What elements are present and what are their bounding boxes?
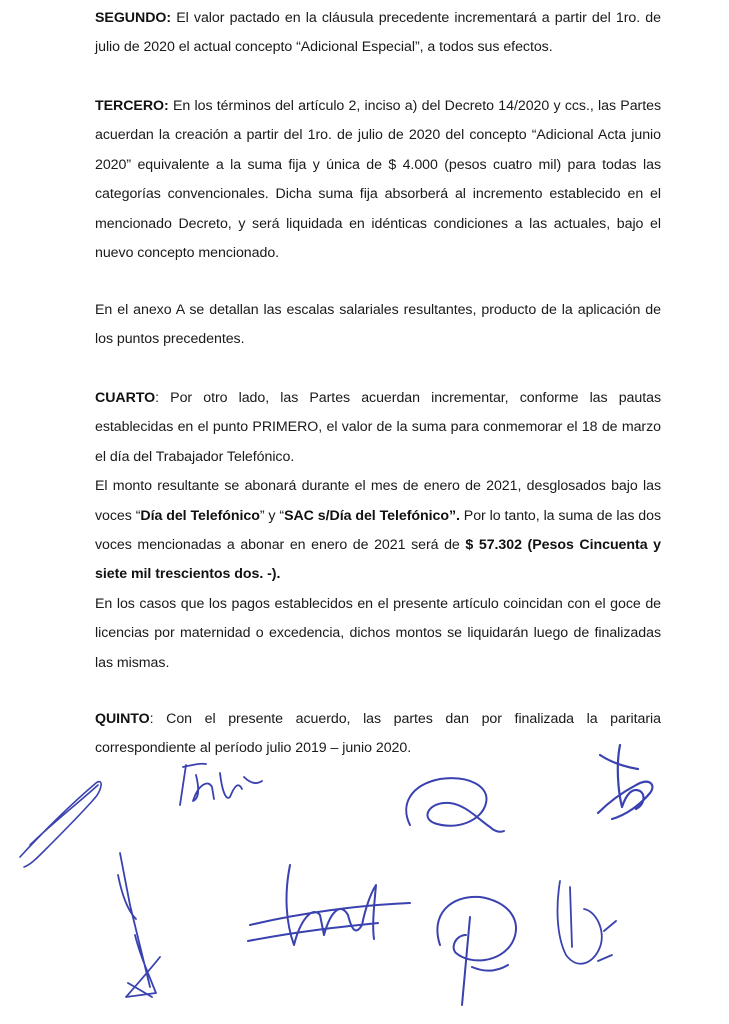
signature-6 bbox=[248, 865, 410, 945]
clause-heading: TERCERO: bbox=[95, 98, 169, 114]
clause-heading: SEGUNDO: bbox=[95, 10, 172, 26]
clause-segundo bbox=[95, 4, 661, 63]
clause-tercero bbox=[95, 92, 661, 268]
clause-heading: QUINTO bbox=[95, 711, 150, 727]
signature-7 bbox=[437, 897, 516, 1005]
clause-segundo-paragraph bbox=[95, 4, 661, 63]
annex-note bbox=[95, 296, 661, 355]
signature-8 bbox=[558, 881, 616, 964]
clause-cuarto-paragraph-2 bbox=[95, 472, 661, 590]
clause-tercero-paragraph bbox=[95, 92, 661, 268]
signature-5 bbox=[118, 853, 160, 997]
clause-cuarto-paragraph-1 bbox=[95, 384, 661, 472]
clause-cuarto-paragraph-3: En los casos que los pagos establecidos en el presente artículo coincidan con el goce de licencias por maternidad o excedencia, dichos montos se liquidarán luego de finalizadas las mismas. bbox=[95, 595, 661, 671]
signatures-area bbox=[0, 735, 729, 1024]
clause-text: Por lo tanto, la suma de las dos voces mencionadas a abonar en enero de 2021 será de bbox=[95, 507, 661, 554]
clause-text: El monto resultante se abonará durante el mes de enero de 2021, desglosados bajo las voces “ bbox=[95, 478, 661, 524]
clause-heading: CUARTO bbox=[95, 390, 156, 406]
bold-term: Día del Telefónico bbox=[140, 507, 260, 524]
clause-text: : Con el presente acuerdo, las partes dan por finalizada la paritaria correspondiente al período julio 2019 – junio 2020. bbox=[95, 711, 661, 757]
annex-paragraph: En el anexo A se detallan las escalas salariales resultantes, producto de la aplicación de los puntos precedentes. bbox=[95, 302, 661, 348]
signature-4 bbox=[598, 745, 652, 819]
signature-2 bbox=[180, 764, 262, 805]
clause-text: ” y “ bbox=[259, 507, 285, 524]
signature-1 bbox=[20, 782, 101, 867]
signature-3 bbox=[406, 778, 504, 832]
clause-cuarto bbox=[95, 384, 661, 678]
clause-text: El valor pactado en la cláusula precedente incrementará a partir del 1ro. de julio de 2020 el actual concepto “Adicional Especial”, a todos sus efectos. bbox=[95, 10, 661, 56]
bold-term: SAC s/Día del Telefónico”. bbox=[284, 507, 460, 524]
bold-amount: $ 57.302 (Pesos Cincuenta y siete mil trescientos dos. -). bbox=[95, 537, 661, 583]
clause-text: En los términos del artículo 2, inciso a) del Decreto 14/2020 y ccs., las Partes acuerdan la creación a partir del 1ro. de julio de 2020 del concepto “Adicional Acta junio 2020” equivalente a la suma fija y única de $ 4.000 (pesos cuatro mil) para todas las categorías convencionales. Dicha suma fija absorberá al incremento establecido en el mencionado Decreto, y será liquidada en idénticas condiciones a las actuales, bajo el nuevo concepto mencionado. bbox=[95, 98, 661, 262]
clause-text: : Por otro lado, las Partes acuerdan incrementar, conforme las pautas establecidas en el punto PRIMERO, el valor de la suma para conmemorar el 18 de marzo el día del Trabajador Telefónico. bbox=[95, 390, 661, 465]
